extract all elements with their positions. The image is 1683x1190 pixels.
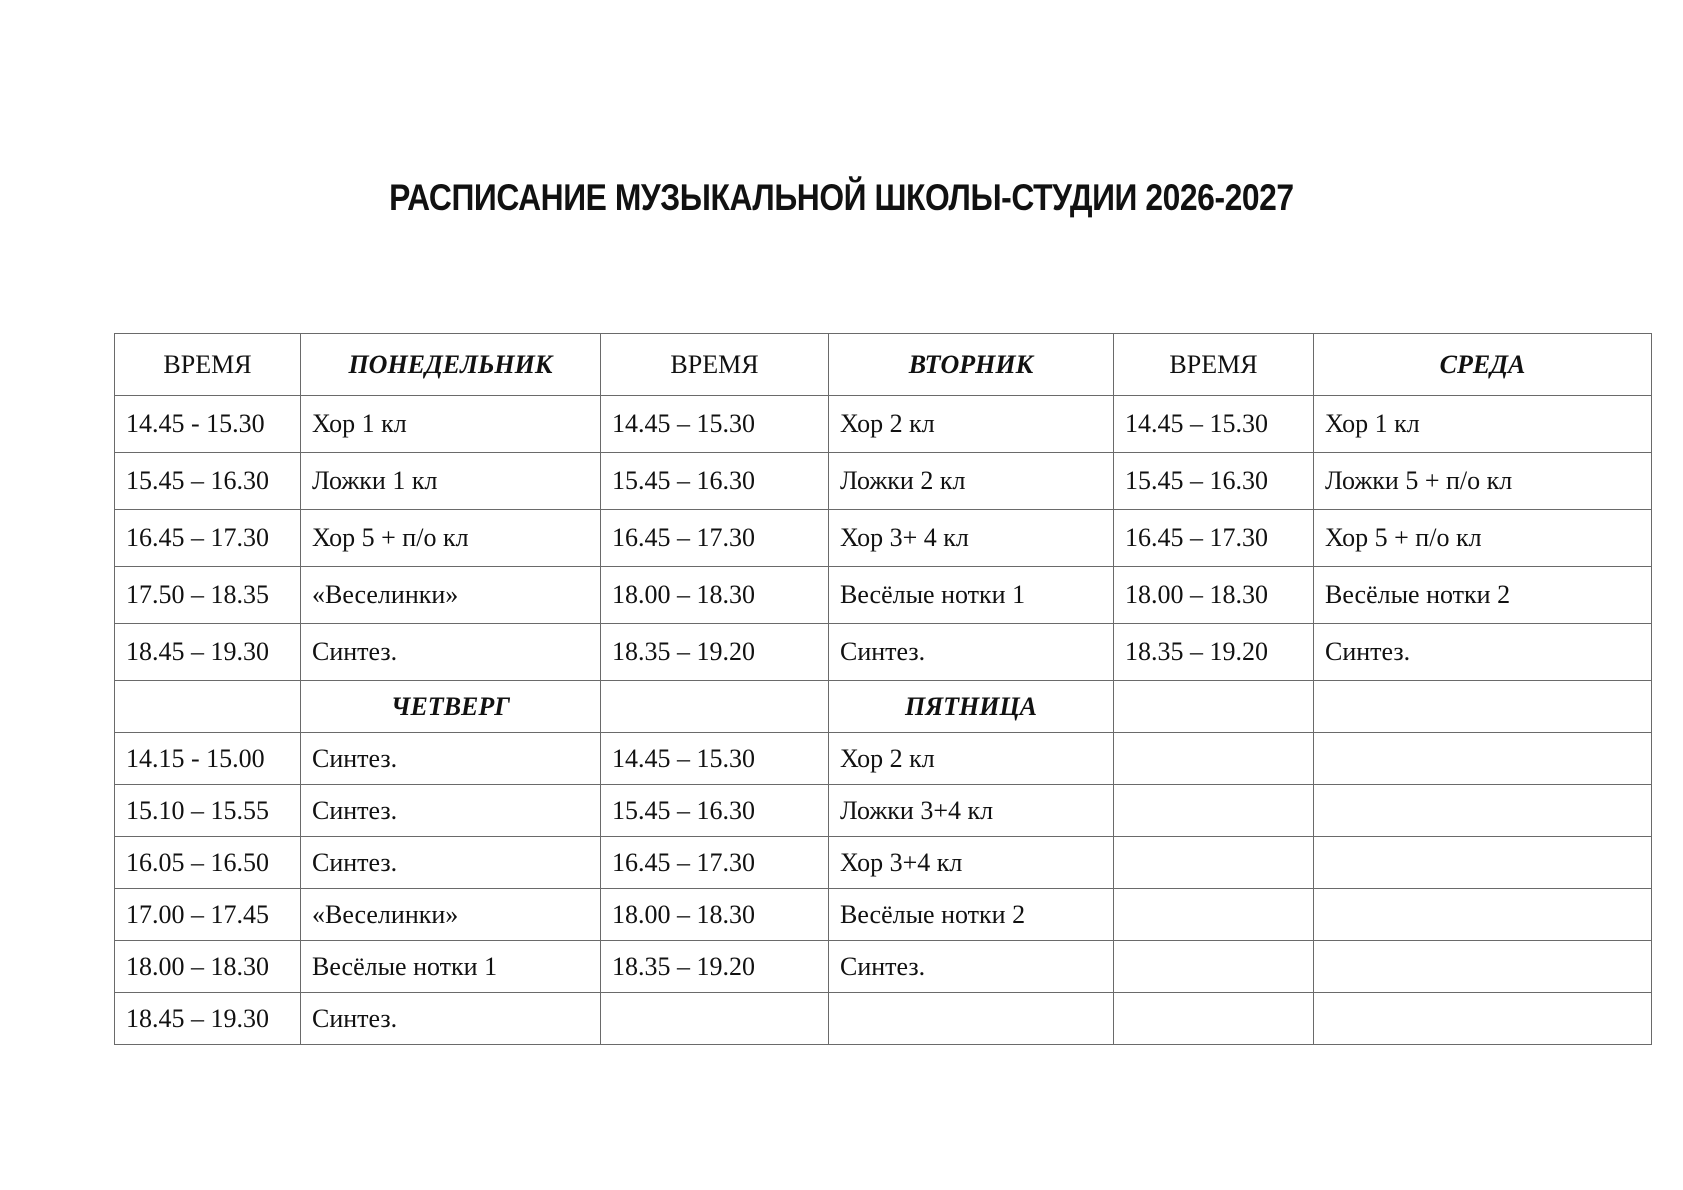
time-cell: 15.45 – 16.30	[115, 453, 301, 510]
time-cell: 16.45 – 17.30	[1114, 510, 1314, 567]
time-cell: 17.50 – 18.35	[115, 567, 301, 624]
time-cell: 15.45 – 16.30	[601, 785, 829, 837]
time-cell: 17.00 – 17.45	[115, 889, 301, 941]
table-row	[115, 785, 1652, 837]
empty-cell	[601, 681, 829, 733]
empty-cell	[1114, 889, 1314, 941]
class-cell-thursday: Синтез.	[301, 993, 601, 1045]
class-cell-tuesday: Весёлые нотки 1	[829, 567, 1114, 624]
empty-cell	[1114, 993, 1314, 1045]
empty-cell	[1314, 733, 1652, 785]
class-cell-thursday: Синтез.	[301, 733, 601, 785]
time-cell: 16.45 – 17.30	[601, 837, 829, 889]
table-row	[115, 624, 1652, 681]
time-cell: 16.05 – 16.50	[115, 837, 301, 889]
table-row	[115, 396, 1652, 453]
time-cell: 14.15 - 15.00	[115, 733, 301, 785]
class-cell-friday: Хор 3+4 кл	[829, 837, 1114, 889]
column-header-monday: ПОНЕДЕЛЬНИК	[301, 334, 601, 396]
class-cell-tuesday: Ложки 2 кл	[829, 453, 1114, 510]
class-cell-friday: Весёлые нотки 2	[829, 889, 1114, 941]
class-cell-thursday: Весёлые нотки 1	[301, 941, 601, 993]
time-cell: 18.35 – 19.20	[1114, 624, 1314, 681]
table-row	[115, 993, 1652, 1045]
class-cell-thursday: Синтез.	[301, 785, 601, 837]
time-cell: 18.35 – 19.20	[601, 941, 829, 993]
schedule-table-body	[115, 334, 1652, 1045]
schedule-table	[114, 333, 1652, 1045]
table-row	[115, 941, 1652, 993]
time-cell: 18.00 – 18.30	[1114, 567, 1314, 624]
time-cell: 18.45 – 19.30	[115, 993, 301, 1045]
empty-cell	[115, 681, 301, 733]
table-row	[115, 510, 1652, 567]
time-cell: 15.10 – 15.55	[115, 785, 301, 837]
column-header-time: ВРЕМЯ	[1114, 334, 1314, 396]
time-cell: 14.45 – 15.30	[601, 396, 829, 453]
class-cell-thursday: Синтез.	[301, 837, 601, 889]
column-header-wednesday: СРЕДА	[1314, 334, 1652, 396]
empty-cell	[1114, 941, 1314, 993]
table-header-row	[115, 334, 1652, 396]
column-header-time: ВРЕМЯ	[115, 334, 301, 396]
time-cell: 14.45 - 15.30	[115, 396, 301, 453]
time-cell: 18.35 – 19.20	[601, 624, 829, 681]
class-cell-wednesday: Хор 5 + п/о кл	[1314, 510, 1652, 567]
class-cell-wednesday: Синтез.	[1314, 624, 1652, 681]
class-cell-monday: «Веселинки»	[301, 567, 601, 624]
class-cell-friday: Ложки 3+4 кл	[829, 785, 1114, 837]
time-cell	[601, 993, 829, 1045]
empty-cell	[1314, 993, 1652, 1045]
empty-cell	[1314, 889, 1652, 941]
class-cell-monday: Хор 5 + п/о кл	[301, 510, 601, 567]
time-cell: 14.45 – 15.30	[601, 733, 829, 785]
column-header-friday: ПЯТНИЦА	[829, 681, 1114, 733]
class-cell-monday: Ложки 1 кл	[301, 453, 601, 510]
class-cell-friday: Хор 2 кл	[829, 733, 1114, 785]
table-row	[115, 453, 1652, 510]
class-cell-friday	[829, 993, 1114, 1045]
empty-cell	[1114, 733, 1314, 785]
time-cell: 18.45 – 19.30	[115, 624, 301, 681]
time-cell: 16.45 – 17.30	[601, 510, 829, 567]
column-header-thursday: ЧЕТВЕРГ	[301, 681, 601, 733]
class-cell-tuesday: Хор 2 кл	[829, 396, 1114, 453]
column-header-time: ВРЕМЯ	[601, 334, 829, 396]
table-row	[115, 733, 1652, 785]
table-row	[115, 567, 1652, 624]
time-cell: 15.45 – 16.30	[601, 453, 829, 510]
empty-cell	[1314, 681, 1652, 733]
time-cell: 18.00 – 18.30	[601, 567, 829, 624]
class-cell-wednesday: Ложки 5 + п/о кл	[1314, 453, 1652, 510]
table-row	[115, 889, 1652, 941]
class-cell-wednesday: Хор 1 кл	[1314, 396, 1652, 453]
empty-cell	[1314, 941, 1652, 993]
empty-cell	[1314, 785, 1652, 837]
time-cell: 18.00 – 18.30	[115, 941, 301, 993]
class-cell-monday: Синтез.	[301, 624, 601, 681]
table-row	[115, 837, 1652, 889]
empty-cell	[1114, 837, 1314, 889]
page-title: РАСПИСАНИЕ МУЗЫКАЛЬНОЙ ШКОЛЫ-СТУДИИ 2026-2027	[389, 177, 1294, 218]
time-cell: 16.45 – 17.30	[115, 510, 301, 567]
class-cell-thursday: «Веселинки»	[301, 889, 601, 941]
class-cell-wednesday: Весёлые нотки 2	[1314, 567, 1652, 624]
class-cell-tuesday: Хор 3+ 4 кл	[829, 510, 1114, 567]
column-header-tuesday: ВТОРНИК	[829, 334, 1114, 396]
class-cell-tuesday: Синтез.	[829, 624, 1114, 681]
empty-cell	[1114, 681, 1314, 733]
empty-cell	[1114, 785, 1314, 837]
empty-cell	[1314, 837, 1652, 889]
time-cell: 15.45 – 16.30	[1114, 453, 1314, 510]
class-cell-monday: Хор 1 кл	[301, 396, 601, 453]
table-header-row-second	[115, 681, 1652, 733]
time-cell: 14.45 – 15.30	[1114, 396, 1314, 453]
time-cell: 18.00 – 18.30	[601, 889, 829, 941]
class-cell-friday: Синтез.	[829, 941, 1114, 993]
